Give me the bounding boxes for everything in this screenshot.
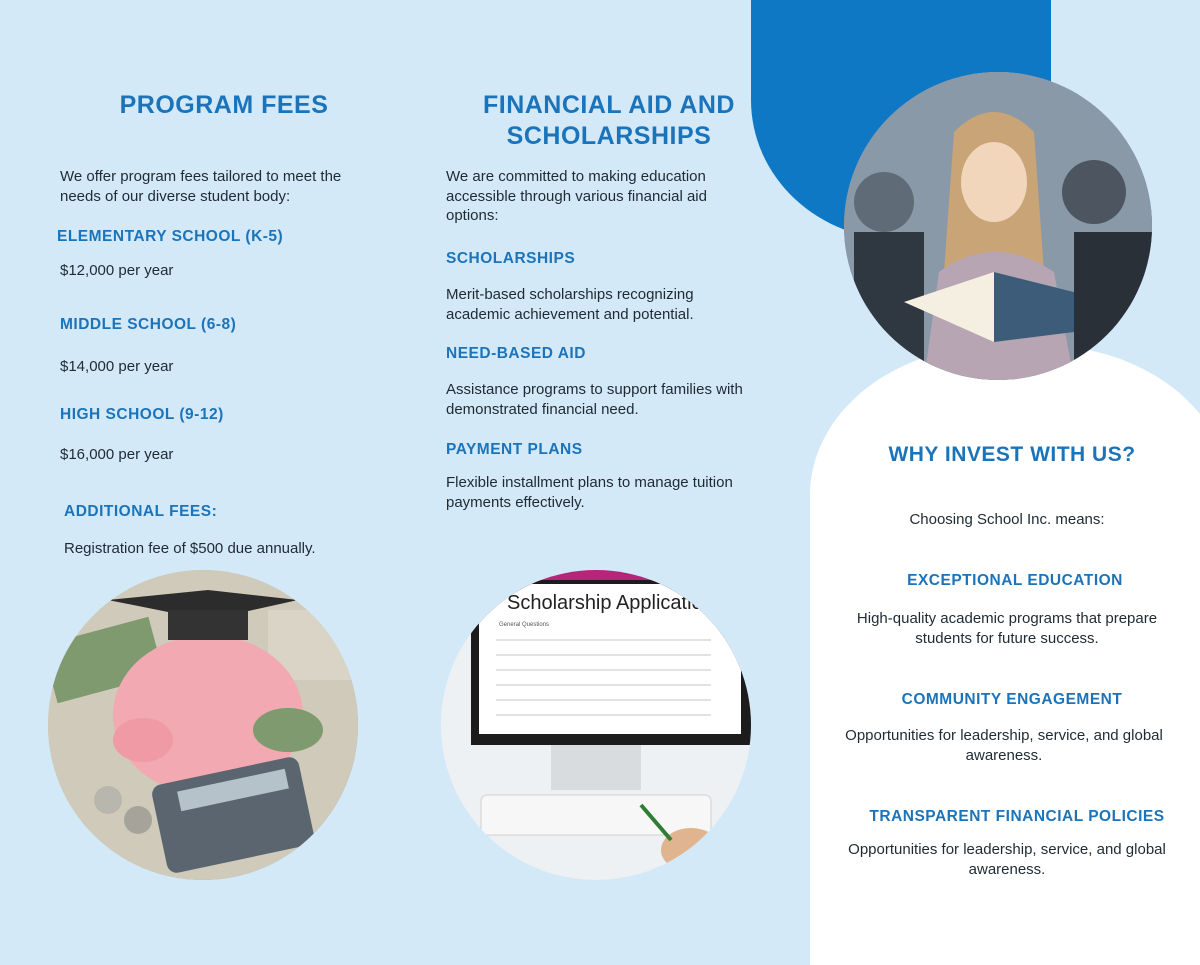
- additional-fees-text: Registration fee of $500 due annually.: [64, 540, 316, 557]
- elementary-price: $12,000 per year: [60, 262, 174, 279]
- transparent-policies-text: Opportunities for leadership, service, and global awareness.: [848, 841, 1166, 878]
- elementary-heading: ELEMENTARY SCHOOL (K-5): [57, 228, 284, 245]
- middle-price: $14,000 per year: [60, 358, 174, 375]
- middle-heading: MIDDLE SCHOOL (6-8): [60, 316, 237, 333]
- why-invest-intro: Choosing School Inc. means:: [909, 511, 1105, 528]
- program-fees-title: PROGRAM FEES: [119, 91, 329, 119]
- exceptional-education-heading: EXCEPTIONAL EDUCATION: [907, 572, 1123, 589]
- student-reading-illustration: [844, 72, 1152, 380]
- why-invest-title: WHY INVEST WITH US?: [888, 443, 1136, 466]
- piggy-bank-photo: [48, 570, 358, 880]
- scholarships-heading: SCHOLARSHIPS: [446, 250, 576, 267]
- high-price: $16,000 per year: [60, 446, 174, 463]
- screen-heading-text: Scholarship Applicatio: [507, 592, 703, 614]
- scholarship-application-photo: [441, 570, 751, 880]
- need-based-text: Assistance programs to support families with demonstrated financial need.: [446, 381, 743, 418]
- computer-screen-illustration: [441, 570, 751, 880]
- piggy-bank-illustration: [48, 570, 358, 880]
- exceptional-education-text: High-quality academic programs that prepare students for future success.: [856, 610, 1158, 647]
- financial-aid-title-line1: FINANCIAL AID AND: [482, 91, 735, 119]
- financial-aid-title-line2: SCHOLARSHIPS: [506, 122, 712, 151]
- need-based-heading: NEED-BASED AID: [446, 345, 586, 362]
- community-engagement-text: Opportunities for leadership, service, and global awareness.: [845, 727, 1163, 764]
- financial-aid-intro: We are committed to making education accessible through various financial aid options:: [446, 168, 707, 224]
- financial-aid-title: [446, 90, 772, 153]
- transparent-policies-heading: TRANSPARENT FINANCIAL POLICIES: [869, 808, 1165, 825]
- payment-plans-text: Flexible installment plans to manage tuition payments effectively.: [446, 474, 733, 511]
- scholarships-text: Merit-based scholarships recognizing academic achievement and potential.: [446, 286, 694, 323]
- additional-fees-heading: ADDITIONAL FEES:: [64, 503, 218, 520]
- screen-subheading-text: General Questions: [499, 622, 550, 628]
- high-heading: HIGH SCHOOL (9-12): [60, 406, 224, 423]
- community-engagement-heading: COMMUNITY ENGAGEMENT: [901, 691, 1123, 708]
- student-reading-photo: [844, 72, 1152, 380]
- program-fees-intro: We offer program fees tailored to meet the needs of our diverse student body:: [60, 168, 342, 205]
- payment-plans-heading: PAYMENT PLANS: [446, 441, 583, 458]
